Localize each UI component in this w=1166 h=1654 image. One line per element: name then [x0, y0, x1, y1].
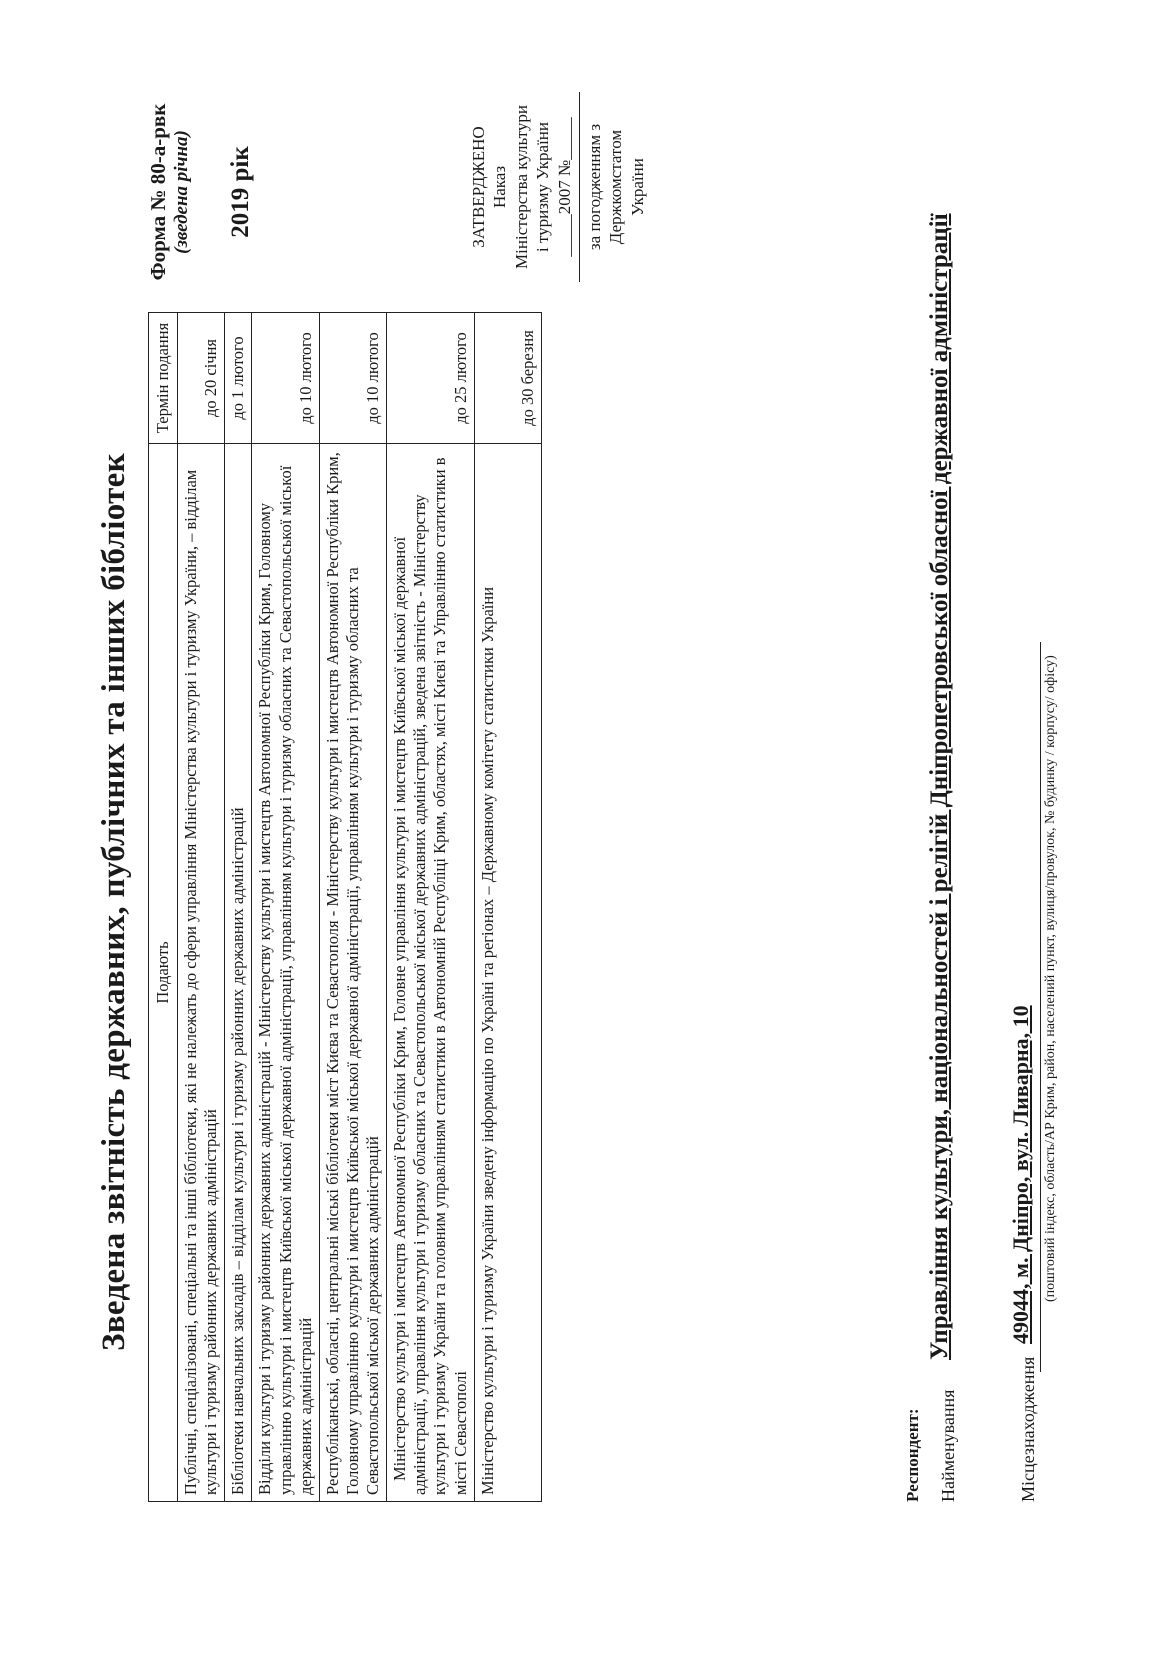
agreed-label: за погодженням з: [585, 123, 605, 251]
row-submitters: Міністерство культури і туризму України зведену інформацію по Україні та регіонах – Державному комітету статистики України: [474, 444, 541, 1502]
header-deadline: Термін подання: [149, 313, 178, 444]
row-deadline: до 1 лютого: [225, 313, 252, 444]
approval-block: [468, 62, 648, 312]
location-underline: [1040, 642, 1041, 1372]
approved-label: ЗАТВЕРДЖЕНО: [469, 126, 488, 248]
table-row: [252, 313, 319, 1502]
row-deadline: до 10 лютого: [252, 313, 319, 444]
row-submitters: Міністерство культури і мистецтв Автономної Республіки Крим, Головне управління культури і мистецтв Київської міської державної адміністрації, управління культури і туризму обласних та Севастопольської міської державних адміністрацій, зведена звітність - Міністерству культури і туризму України та головним управлінням статистики в Автономній Республіці Крим, областях, місті Києві та Управлінню статистики в місті Севастополі: [387, 444, 475, 1502]
name-label: Найменування: [938, 1389, 958, 1502]
order-label: Наказ: [490, 165, 510, 209]
row-deadline: до 30 березня: [474, 313, 541, 444]
report-form-page: [68, 52, 1098, 1602]
table-row: [387, 313, 475, 1502]
location-hint: (поштовий індекс, область/АР Крим, район, населений пункт, вулиця/провулок, № будинку / корпусу/ офісу): [1043, 655, 1058, 1302]
respondent-location: 49044, м. Дніпро, вул. Ливарна, 10: [1008, 1005, 1033, 1344]
respondent-heading: Респондент:: [903, 1408, 922, 1502]
table-row: [319, 313, 386, 1502]
table-row: [474, 313, 541, 1502]
report-year: 2019 рік: [227, 146, 254, 238]
row-submitters: Відділи культури і туризму районних державних адміністрацій - Міністерству культури і мистецтв Автономної Республіки Крим, Головному управлінню культури і мистецтв Київської міської державної адміністрації, управлінням культури і туризму обласних та Севастопольської міської державних адміністрацій: [252, 444, 319, 1502]
ministry-label-2: і туризму України: [533, 121, 553, 253]
agency-label-2: України: [627, 158, 647, 216]
row-submitters: Публічні, спеціалізовані, спеціальні та інші бібліотеки, які не належать до сфери управління Міністерства культури і туризму України, – відділам культури і туризму районних державних адміністрацій: [178, 444, 225, 1502]
table-row: [225, 313, 252, 1502]
row-deadline: до 10 лютого: [319, 313, 386, 444]
header-submitters: Подають: [149, 444, 178, 1502]
approval-date-line: _____2007 №_____: [554, 117, 574, 257]
respondent-name: Управління культури, національностей і релігій Дніпропетровської обласної державної адміністрації: [926, 213, 953, 1360]
row-deadline: до 20 січня: [178, 313, 225, 444]
submission-table: [148, 312, 542, 1502]
form-info: [146, 87, 255, 297]
form-type: (зведена річна): [171, 130, 192, 254]
row-submitters: Республіканські, обласні, центральні міські бібліотеки міст Києва та Севастополя - Міністерству культури і мистецтв Автономної Республіки Крим, Головному управлінню культури і мистецтв Київської міської державної адміністрації, управлінням культури і туризму обласних та Севастопольської міської державних адміністрацій: [319, 444, 386, 1502]
approval-divider: [579, 92, 580, 282]
table-row: [178, 313, 225, 1502]
document-title: Зведена звітність державних, публічних та інших бібліотек: [96, 453, 132, 1351]
ministry-label: Міністерства культури: [511, 105, 531, 269]
form-number: Форма № 80-а-рвк: [146, 103, 170, 281]
row-submitters: Бібліотеки навчальних закладів – відділам культури і туризму районних державних адміністрацій: [225, 444, 252, 1502]
row-deadline: до 25 лютого: [387, 313, 475, 444]
location-label: Місцезнаходження: [1018, 1356, 1038, 1502]
agency-label: Держкомстатом: [606, 129, 626, 245]
table-header-row: [149, 313, 178, 1502]
